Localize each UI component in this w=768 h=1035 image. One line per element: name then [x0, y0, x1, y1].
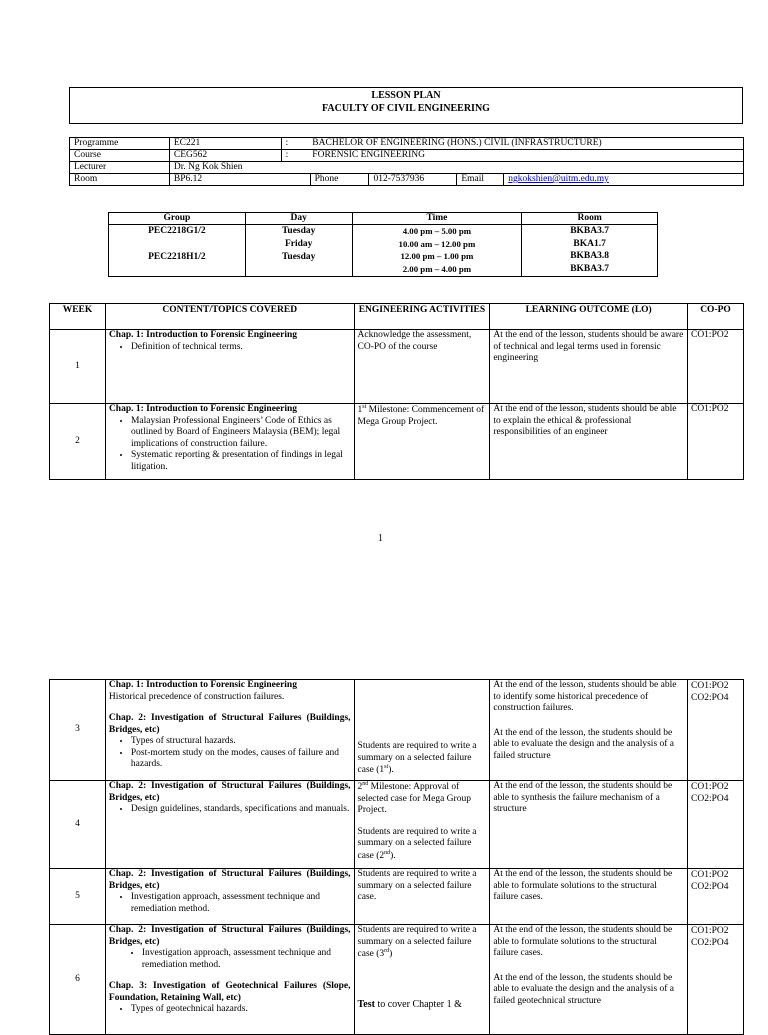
test-announcement: Test to cover Chapter 1 & — [357, 998, 462, 1010]
time-slot: 2.00 pm – 4.00 pm — [402, 263, 472, 274]
learning-outcome-text: At the end of the lesson, students should be able to explain the ethical & professional responsibilities of an engineer — [490, 404, 688, 480]
lesson-header-row — [50, 304, 744, 330]
topic-item: • Investigation approach, assessment technique and remediation method. — [131, 892, 351, 915]
room-code: BKA1.7 — [573, 238, 606, 249]
learning-outcome-text: At the end of the lesson, the students should be able to formulate solutions to the structural failure cases. — [493, 925, 673, 959]
group-body-row — [109, 225, 658, 277]
week-number: 3 — [50, 680, 106, 781]
col-time: Time — [352, 213, 522, 225]
co-po-code: CO1:PO2 — [687, 404, 743, 480]
co-po-code: CO1:PO2 — [691, 870, 729, 880]
lecturer-label: Lecturer — [70, 162, 170, 174]
learning-outcome-text: At the end of the lesson, the students should be able to formulate solutions to the structural failure cases. — [490, 869, 688, 925]
week-number: 5 — [50, 869, 106, 925]
activity-text: Students are required to write a summary on a selected failure case (1st). — [357, 741, 477, 776]
email-label: Email — [457, 174, 504, 186]
room-value: BP6.12 — [169, 174, 310, 186]
chapter-title: Chap. 1: Introduction to Forensic Engineering — [108, 330, 298, 340]
day: Tuesday — [281, 252, 316, 262]
learning-outcome-text: At the end of the lesson, the students should be able to synthesis the failure mechanism of a structure — [490, 781, 688, 869]
activity-text: 2nd Milestone: Approval of selected case for Mega Group Project. — [357, 781, 471, 816]
week-row — [50, 925, 744, 1035]
learning-outcome-text: At the end of the lesson, students should be able to identify some historical precedence of construction failures. — [493, 680, 677, 714]
group-a: PEC2218G1/2 — [148, 226, 206, 236]
co-po-code: CO2:PO4 — [691, 938, 729, 948]
phone-label: Phone — [310, 174, 369, 186]
col-co-po: CO-PO — [687, 304, 743, 330]
programme-code: EC221 — [169, 138, 281, 150]
chapter-title: Chap. 2: Investigation of Structural Failures (Buildings, Bridges, etc) — [108, 925, 351, 947]
topic-item: • Post-mortem study on the modes, causes of failure and hazards. — [131, 748, 351, 771]
activity-text: Students are required to write a summary on a selected failure case (3rd) — [357, 925, 477, 960]
chapter-title: Chap. 2: Investigation of Structural Failures (Buildings, Bridges, etc) — [108, 781, 351, 803]
activity-text: Students are required to write a summary on a selected failure case (2nd). — [357, 826, 477, 862]
group-header-row — [109, 213, 658, 225]
activity-text: Acknowledge the assessment, CO-PO of the course — [354, 330, 490, 404]
chapter-title: Chap. 3: Investigation of Geotechnical Failures (Slope, Foundation, Retaining Wall, etc) — [108, 981, 351, 1003]
group-schedule-table — [108, 212, 658, 277]
time-slot: 4.00 pm – 5.00 pm — [402, 226, 472, 236]
week-row — [50, 680, 744, 781]
week-number: 4 — [50, 781, 106, 869]
col-learning-outcome: LEARNING OUTCOME (LO) — [490, 304, 688, 330]
day: Friday — [284, 239, 313, 249]
course-label: Course — [70, 150, 170, 162]
email-link[interactable]: ngkokshien@uitm.edu.my — [508, 174, 609, 184]
week-row — [50, 781, 744, 869]
programme-row — [70, 138, 744, 150]
col-room: Room — [522, 213, 658, 225]
topic-item: • Systematic reporting & presentation of findings in legal litigation. — [131, 450, 351, 473]
week-number: 1 — [50, 330, 106, 404]
room-row — [70, 174, 744, 186]
time-slot: 10.00 am – 12.00 pm — [398, 238, 476, 249]
co-po-code: CO1:PO2 — [691, 782, 729, 792]
co-po-code: CO2:PO4 — [691, 693, 729, 703]
week-row — [50, 330, 744, 404]
col-content: CONTENT/TOPICS COVERED — [105, 304, 354, 330]
day: Tuesday — [281, 226, 316, 236]
lecturer-row — [70, 162, 744, 174]
chapter-title: Chap. 1: Introduction to Forensic Engineering — [108, 680, 297, 690]
topic-item: • Design guidelines, standards, specifications and manuals. — [131, 804, 351, 816]
room-label: Room — [70, 174, 170, 186]
chapter-title: Chap. 2: Investigation of Structural Failures (Buildings, Bridges, etc) — [108, 869, 351, 891]
co-po-code: CO1:PO2 — [687, 330, 743, 404]
week-row — [50, 869, 744, 925]
col-day: Day — [245, 213, 352, 225]
lesson-plan-title-box — [69, 87, 743, 124]
co-po-code: CO2:PO4 — [691, 882, 729, 892]
room-code: BKBA3.8 — [570, 251, 610, 261]
activity-cell: 1st Milestone: Commencement of Mega Group Project. — [354, 404, 490, 480]
col-group: Group — [109, 213, 246, 225]
course-info-table — [69, 137, 744, 186]
learning-outcome-text: At the end of the lesson, students should be aware of technical and legal terms used in forensic engineering — [490, 330, 688, 404]
col-week: WEEK — [50, 304, 106, 330]
group-b: PEC2218H1/2 — [148, 252, 206, 262]
topic-item: • Types of geotechnical hazards. — [131, 1004, 351, 1016]
programme-label: Programme — [70, 138, 170, 150]
co-po-code: CO1:PO2 — [691, 926, 729, 936]
chapter-title: Chap. 2: Investigation of Structural Failures (Buildings, Bridges, etc) — [108, 713, 351, 735]
week-row — [50, 404, 744, 480]
colon: : — [285, 138, 289, 148]
learning-outcome-text: At the end of the lesson, the students should be able to evaluate the design and the analysis of a failed structure — [493, 727, 675, 761]
time-slot: 12.00 pm – 1.00 pm — [400, 251, 474, 261]
chapter-title: Chap. 1: Introduction to Forensic Engineering — [108, 404, 298, 414]
colon: : — [285, 150, 289, 160]
week-number: 6 — [50, 925, 106, 1035]
activity-text: Students are required to write a summary on a selected failure case. — [354, 869, 490, 925]
lecturer-name: Dr. Ng Kok Shien — [169, 162, 743, 174]
page-number: 1 — [378, 533, 383, 544]
weekly-lesson-table-continued — [49, 679, 744, 1035]
faculty-name: FACULTY OF CIVIL ENGINEERING — [322, 102, 490, 114]
topic-item: • Investigation approach, assessment technique and remediation method. — [142, 948, 351, 971]
topic-text: Historical precedence of construction failures. — [108, 691, 285, 702]
document-title: LESSON PLAN — [371, 90, 441, 101]
co-po-code: CO2:PO4 — [691, 794, 729, 804]
learning-outcome-text: At the end of the lesson, the students should be able to evaluate the design and the analysis of a failed geotechnical structure — [493, 972, 675, 1006]
co-po-code: CO1:PO2 — [691, 681, 729, 691]
phone-value: 012-7537936 — [369, 174, 457, 186]
topic-item: • Types of structural hazards. — [131, 736, 351, 748]
programme-name: BACHELOR OF ENGINEERING (HONS.) CIVIL (INFRASTRUCTURE) — [312, 138, 602, 148]
course-code: CEG562 — [169, 150, 281, 162]
topic-item: • Definition of technical terms. — [131, 342, 351, 354]
week-number: 2 — [50, 404, 106, 480]
course-name: FORENSIC ENGINEERING — [312, 150, 425, 160]
room-code: BKBA3.7 — [570, 263, 610, 274]
topic-item: • Malaysian Professional Engineers’ Code of Ethics as outlined by Board of Engineers Malaysia (BEM); legal implications of construction failure. — [131, 416, 351, 451]
col-activities: ENGINEERING ACTIVITIES — [354, 304, 490, 330]
weekly-lesson-table — [49, 303, 744, 480]
course-row — [70, 150, 744, 162]
room-code: BKBA3.7 — [570, 226, 610, 236]
